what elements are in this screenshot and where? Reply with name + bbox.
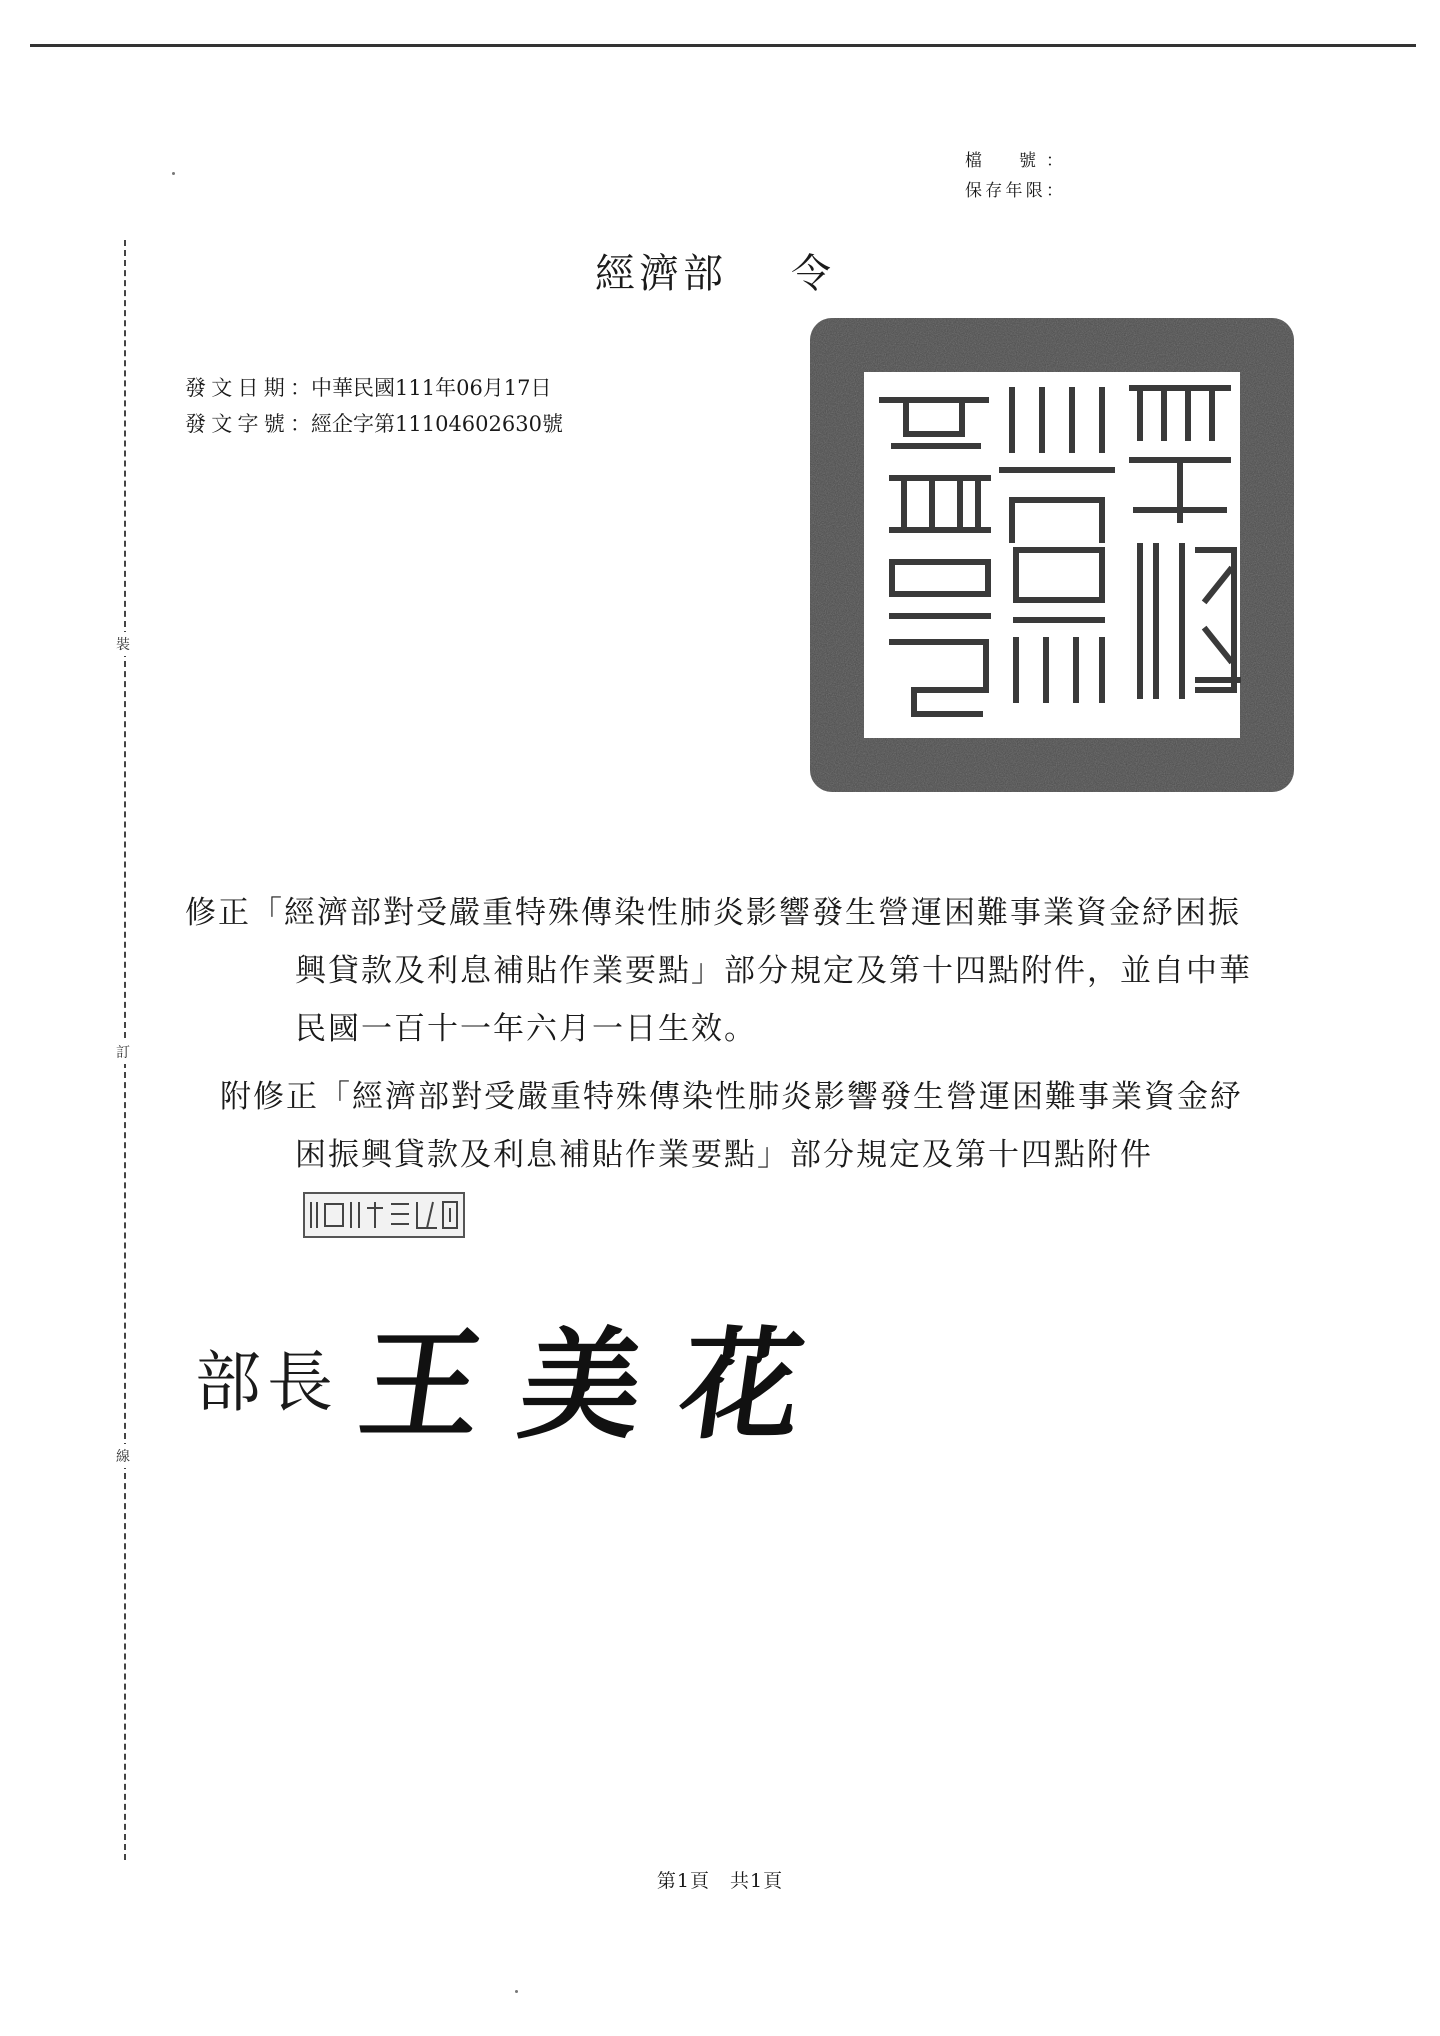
signatory-title: 部長 bbox=[195, 1343, 339, 1421]
date-value: 中華民國111年06月17日 bbox=[311, 376, 552, 400]
official-seal-icon bbox=[802, 310, 1302, 800]
page-total: 共1頁 bbox=[730, 1870, 784, 1892]
scan-speck bbox=[172, 172, 175, 175]
document-type: 令 bbox=[791, 251, 835, 297]
retention-label: 保存年限： bbox=[965, 181, 1065, 201]
attachment-stamp bbox=[303, 1192, 465, 1238]
doc-number-value: 經企字第11104602630號 bbox=[311, 412, 563, 436]
page-number: 第1頁 bbox=[656, 1870, 710, 1892]
file-info bbox=[965, 146, 1065, 206]
signatory-name: 王美花 bbox=[351, 1315, 852, 1456]
binding-mark-ding: 訂 bbox=[116, 1040, 130, 1064]
file-number-label: 檔 號： bbox=[965, 151, 1065, 171]
document-meta bbox=[185, 370, 563, 442]
binding-mark-zhuang: 裝 bbox=[116, 632, 130, 656]
doc-number-label: 發文字號： bbox=[185, 412, 311, 436]
attachment-stamp-icon bbox=[305, 1194, 463, 1236]
agency-name: 經濟部 bbox=[595, 251, 727, 297]
attachment-text: 附修正「經濟部對受嚴重特殊傳染性肺炎影響發生營運困難事業資金紓困振興貸款及利息補貼作業要點」部分規定及第十四點附件 bbox=[220, 1079, 1243, 1173]
top-rule bbox=[30, 44, 1416, 47]
signature-block bbox=[195, 1290, 852, 1462]
date-label: 發文日期： bbox=[185, 376, 311, 400]
main-paragraph: 修正「經濟部對受嚴重特殊傳染性肺炎影響發生營運困難事業資金紓困振興貸款及利息補貼作業要點」部分規定及第十四點附件，並自中華民國一百十一年六月一日生效。 bbox=[185, 895, 1252, 1047]
page-footer bbox=[0, 1866, 1440, 1893]
scan-speck bbox=[515, 1990, 518, 1993]
document-title bbox=[595, 242, 835, 299]
document-body bbox=[185, 884, 1265, 1242]
binding-mark-xian: 線 bbox=[116, 1444, 130, 1468]
attachment-paragraph bbox=[185, 1068, 1265, 1242]
